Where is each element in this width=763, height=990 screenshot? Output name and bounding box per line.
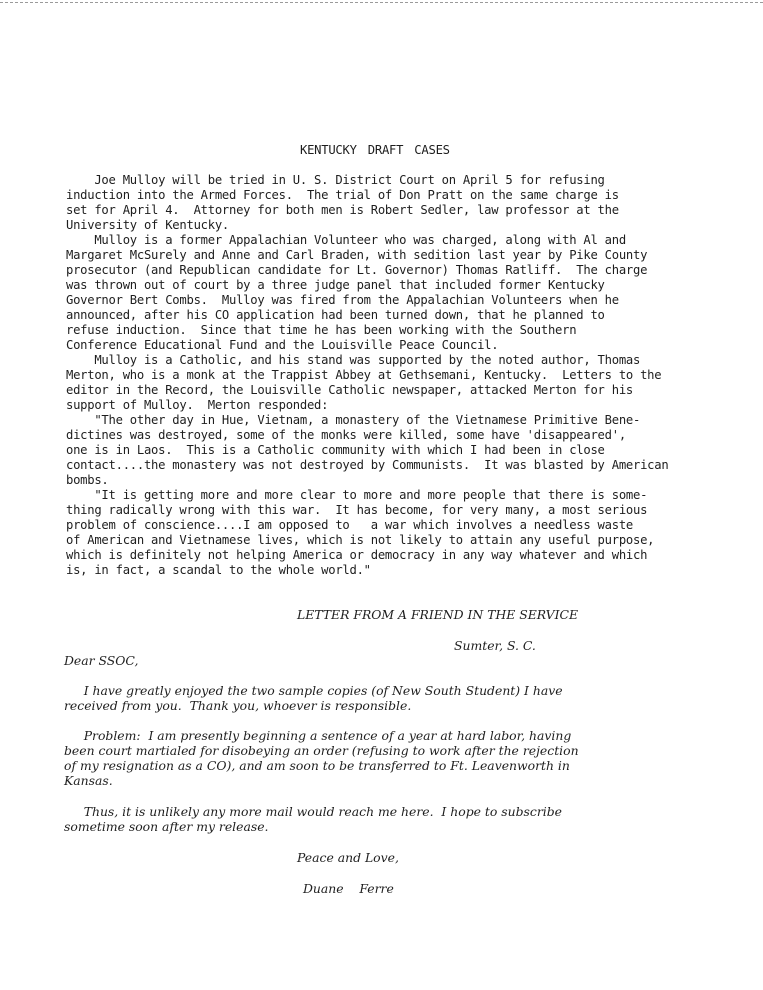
letter-paragraph-3 (64, 804, 704, 834)
article-line: Margaret McSurely and Anne and Carl Braden, with sedition last year by Pike County (66, 248, 648, 262)
letter-signature: Duane Ferre (303, 881, 394, 896)
article-line: announced, after his CO application had been turned down, that he planned to (66, 308, 605, 322)
letter-line: Thus, it is unlikely any more mail would reach me here. I hope to subscribe (64, 804, 562, 819)
letter-paragraph-2 (64, 728, 704, 788)
letter-salutation: Dear SSOC, (64, 653, 139, 668)
article-line: of American and Vietnamese lives, which is not likely to attain any useful purpose, (66, 533, 655, 547)
article-line: was thrown out of court by a three judge panel that included former Kentucky (66, 278, 605, 292)
letter-line: I have greatly enjoyed the two sample copies (of New South Student) I have (64, 683, 563, 698)
article-line: is, in fact, a scandal to the whole world." (66, 563, 371, 577)
letter-line: Problem: I am presently beginning a sentence of a year at hard labor, having (64, 728, 572, 743)
article-line: refuse induction. Since that time he has been working with the Southern (66, 323, 577, 337)
page-top-edge (0, 2, 763, 3)
article-line: Conference Educational Fund and the Louisville Peace Council. (66, 338, 499, 352)
letter-line: of my resignation as a CO), and am soon to be transferred to Ft. Leavenworth in (64, 758, 570, 773)
letter-closing: Peace and Love, (297, 850, 399, 865)
article-title: KENTUCKY DRAFT CASES (300, 143, 450, 157)
article-line: Governor Bert Combs. Mulloy was fired from the Appalachian Volunteers when he (66, 293, 619, 307)
article-line: support of Mulloy. Merton responded: (66, 398, 329, 412)
article-line: Mulloy is a Catholic, and his stand was supported by the noted author, Thomas (66, 353, 641, 367)
article-line: problem of conscience....I am opposed to a war which involves a needless waste (66, 518, 633, 532)
article-line: which is definitely not helping America or democracy in any way whatever and which (66, 548, 648, 562)
letter-heading: LETTER FROM A FRIEND IN THE SERVICE (297, 607, 579, 622)
letter-line: Kansas. (64, 773, 113, 788)
article-line: University of Kentucky. (66, 218, 230, 232)
article-line: one is in Laos. This is a Catholic community with which I had been in close (66, 443, 605, 457)
article-line: Merton, who is a monk at the Trappist Abbey at Gethsemani, Kentucky. Letters to the (66, 368, 662, 382)
article-line: dictines was destroyed, some of the monks were killed, some have 'disappeared', (66, 428, 626, 442)
article-line: bombs. (66, 473, 109, 487)
article-line: set for April 4. Attorney for both men is Robert Sedler, law professor at the (66, 203, 619, 217)
article-line: induction into the Armed Forces. The trial of Don Pratt on the same charge is (66, 188, 619, 202)
article-body (66, 173, 716, 578)
letter-line: been court martialed for disobeying an order (refusing to work after the rejection (64, 743, 579, 758)
letter-paragraph-1 (64, 683, 704, 713)
article-line: prosecutor (and Republican candidate for Lt. Governor) Thomas Ratliff. The charge (66, 263, 648, 277)
article-line: editor in the Record, the Louisville Catholic newspaper, attacked Merton for his (66, 383, 633, 397)
article-line: Joe Mulloy will be tried in U. S. District Court on April 5 for refusing (66, 173, 605, 187)
letter-line: received from you. Thank you, whoever is responsible. (64, 698, 412, 713)
article-line: "The other day in Hue, Vietnam, a monastery of the Vietnamese Primitive Bene- (66, 413, 641, 427)
article-line: thing radically wrong with this war. It has become, for very many, a most serious (66, 503, 648, 517)
article-line: Mulloy is a former Appalachian Volunteer who was charged, along with Al and (66, 233, 626, 247)
letter-line: sometime soon after my release. (64, 819, 269, 834)
letter-place: Sumter, S. C. (454, 638, 536, 653)
article-line: "It is getting more and more clear to more and more people that there is some- (66, 488, 648, 502)
article-line: contact....the monastery was not destroyed by Communists. It was blasted by American (66, 458, 669, 472)
